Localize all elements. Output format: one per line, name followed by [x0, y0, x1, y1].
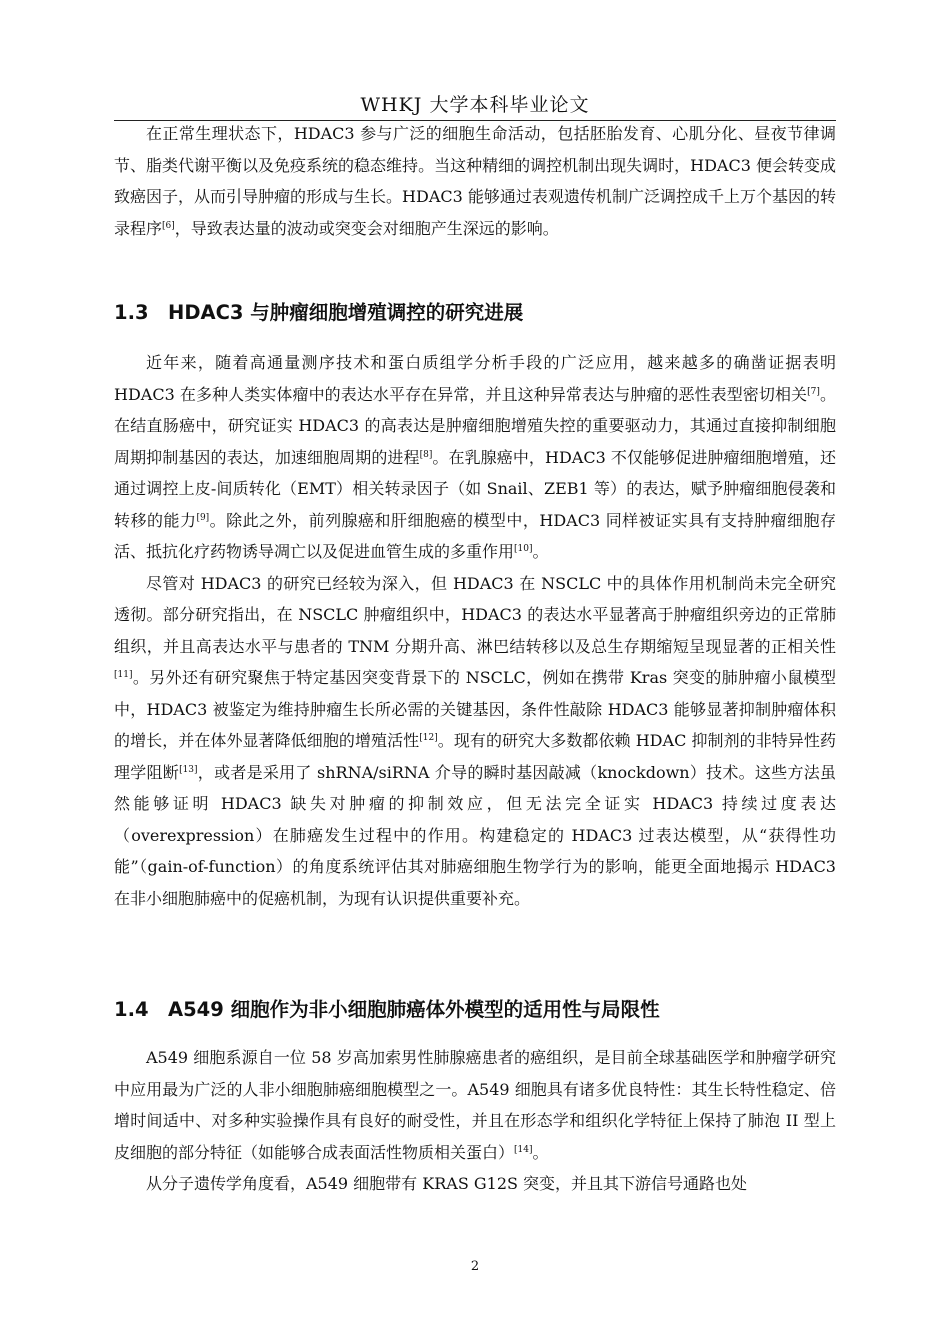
- text-run: 近年来，随着高通量测序技术和蛋白质组学分析手段的广泛应用，越来越多的确凿证据表明 HDAC3 在多种人类实体瘤中的表达水平存在异常，并且这种异常表达与肿瘤的恶性表型密切相关: [114, 353, 836, 404]
- text-run: 。除此之外，前列腺癌和肝细胞癌的模型中，HDAC3 同样被证实具有支持肿瘤细胞存活、抵抗化疗药物诱导凋亡以及促进血管生成的多重作用: [114, 510, 836, 561]
- body-paragraph: [114, 347, 836, 568]
- body-paragraph: [114, 568, 836, 915]
- section-heading-1-4: [114, 995, 836, 1025]
- citation: [10]: [514, 544, 533, 554]
- text-run: ，导致表达量的波动或突变会对细胞产生深远的影响。: [174, 218, 559, 238]
- citation: [9]: [196, 512, 210, 523]
- text-run: A549 细胞系源自一位 58 岁高加索男性肺腺癌患者的癌组织，是目前全球基础医学和肿瘤学研究中应用最为广泛的人非小细胞肺癌细胞模型之一。A549 细胞具有诸多优良特性：其生长特性稳定、倍增时间适中、对多种实验操作具有良好的耐受性，并且在形态学和组织化学特征上保持了肺泡 II 型上皮细胞的部分特征（如能够合成表面活性物质相关蛋白）: [114, 1048, 836, 1162]
- section-heading: [114, 995, 836, 1025]
- section-heading: [114, 298, 836, 328]
- text-run: 。另外还有研究聚焦于特定基因突变背景下的 NSCLC，例如在携带 Kras 突变的肺肿瘤小鼠模型中，HDAC3 被鉴定为维持肿瘤生长所必需的关键基因，条件性敲除 HDAC3 能够显著抑制肿瘤体积的增长，并在体外显著降低细胞的增殖活性: [114, 668, 836, 750]
- body-paragraph: [114, 118, 836, 244]
- text-run: 从分子遗传学角度看，A549 细胞带有 KRAS G12S 突变，并且其下游信号通路也处: [146, 1174, 748, 1193]
- intro-paragraph-block: [114, 118, 836, 244]
- citation: [13]: [179, 764, 198, 775]
- text-run: 在正常生理状态下，HDAC3 参与广泛的细胞生命活动，包括胚胎发育、心肌分化、昼夜节律调节、脂类代谢平衡以及免疫系统的稳态维持。当这种精细的调控机制出现失调时，HDAC3 便会转变成致癌因子，从而引导肿瘤的形成与生长。HDAC3 能够通过表观遗传机制广泛调控成千上万个基因的转录程序: [114, 124, 836, 238]
- citation: [12]: [419, 733, 438, 743]
- section-1-4-body: [114, 1042, 836, 1200]
- section-heading-1-3: [114, 298, 836, 328]
- text-run: ，或者是采用了 shRNA/siRNA 介导的瞬时基因敲减（knockdown）技术。这些方法虽然能够证明 HDAC3 缺失对肿瘤的抑制效应，但无法完全证实 HDAC3 持续过度表达（overexpression）在肺癌发生过程中的作用。构建稳定的 HDAC3 过表达模型，从“获得性功能”（gain-of-function）的角度系统评估其对肺癌细胞生物学行为的影响，能更全面地揭示 HDAC3 在非小细胞肺癌中的促癌机制，为现有认识提供重要补充。: [114, 762, 836, 908]
- citation: [11]: [114, 670, 133, 680]
- section-number: 1.3: [114, 301, 149, 324]
- citation: [14]: [514, 1144, 533, 1155]
- text-run: 。: [532, 1142, 549, 1162]
- section-title: HDAC3 与肿瘤细胞增殖调控的研究进展: [168, 301, 524, 324]
- section-1-3-body: [114, 347, 836, 914]
- page-number: 2: [470, 1259, 480, 1274]
- text-run: 尽管对 HDAC3 的研究已经较为深入，但 HDAC3 在 NSCLC 中的具体作用机制尚未完全研究透彻。部分研究指出，在 NSCLC 肿瘤组织中，HDAC3 的表达水平显著高于肿瘤组织旁边的正常肺组织，并且高表达水平与患者的 TNM 分期升高、淋巴结转移以及总生存期缩短呈现显著的正相关性: [114, 573, 836, 656]
- text-run: 。在乳腺癌中，HDAC3 不仅能够促进肿瘤细胞增殖，还通过调控上皮-间质转化（EMT）相关转录因子（如 Snail、ZEB1 等）的表达，赋予肿瘤细胞侵袭和转移的能力: [114, 447, 836, 530]
- body-paragraph: [114, 1168, 836, 1200]
- text-run: 。在结直肠癌中，研究证实 HDAC3 的高表达是肿瘤细胞增殖失控的重要驱动力，其通过直接抑制细胞周期抑制基因的表达，加速细胞周期的进程: [114, 384, 836, 467]
- body-paragraph: [114, 1042, 836, 1168]
- citation: [8]: [419, 449, 433, 460]
- section-title: A549 细胞作为非小细胞肺癌体外模型的适用性与局限性: [168, 998, 660, 1021]
- text-run: 。: [532, 542, 549, 561]
- running-header: WHKJ 大学本科毕业论文: [360, 94, 590, 116]
- citation: [6]: [162, 220, 175, 231]
- section-number: 1.4: [114, 998, 149, 1021]
- text-run: 。现有的研究大多数都依赖 HDAC 抑制剂的非特异性药理学阻断: [114, 731, 836, 782]
- citation: [7]: [807, 386, 820, 397]
